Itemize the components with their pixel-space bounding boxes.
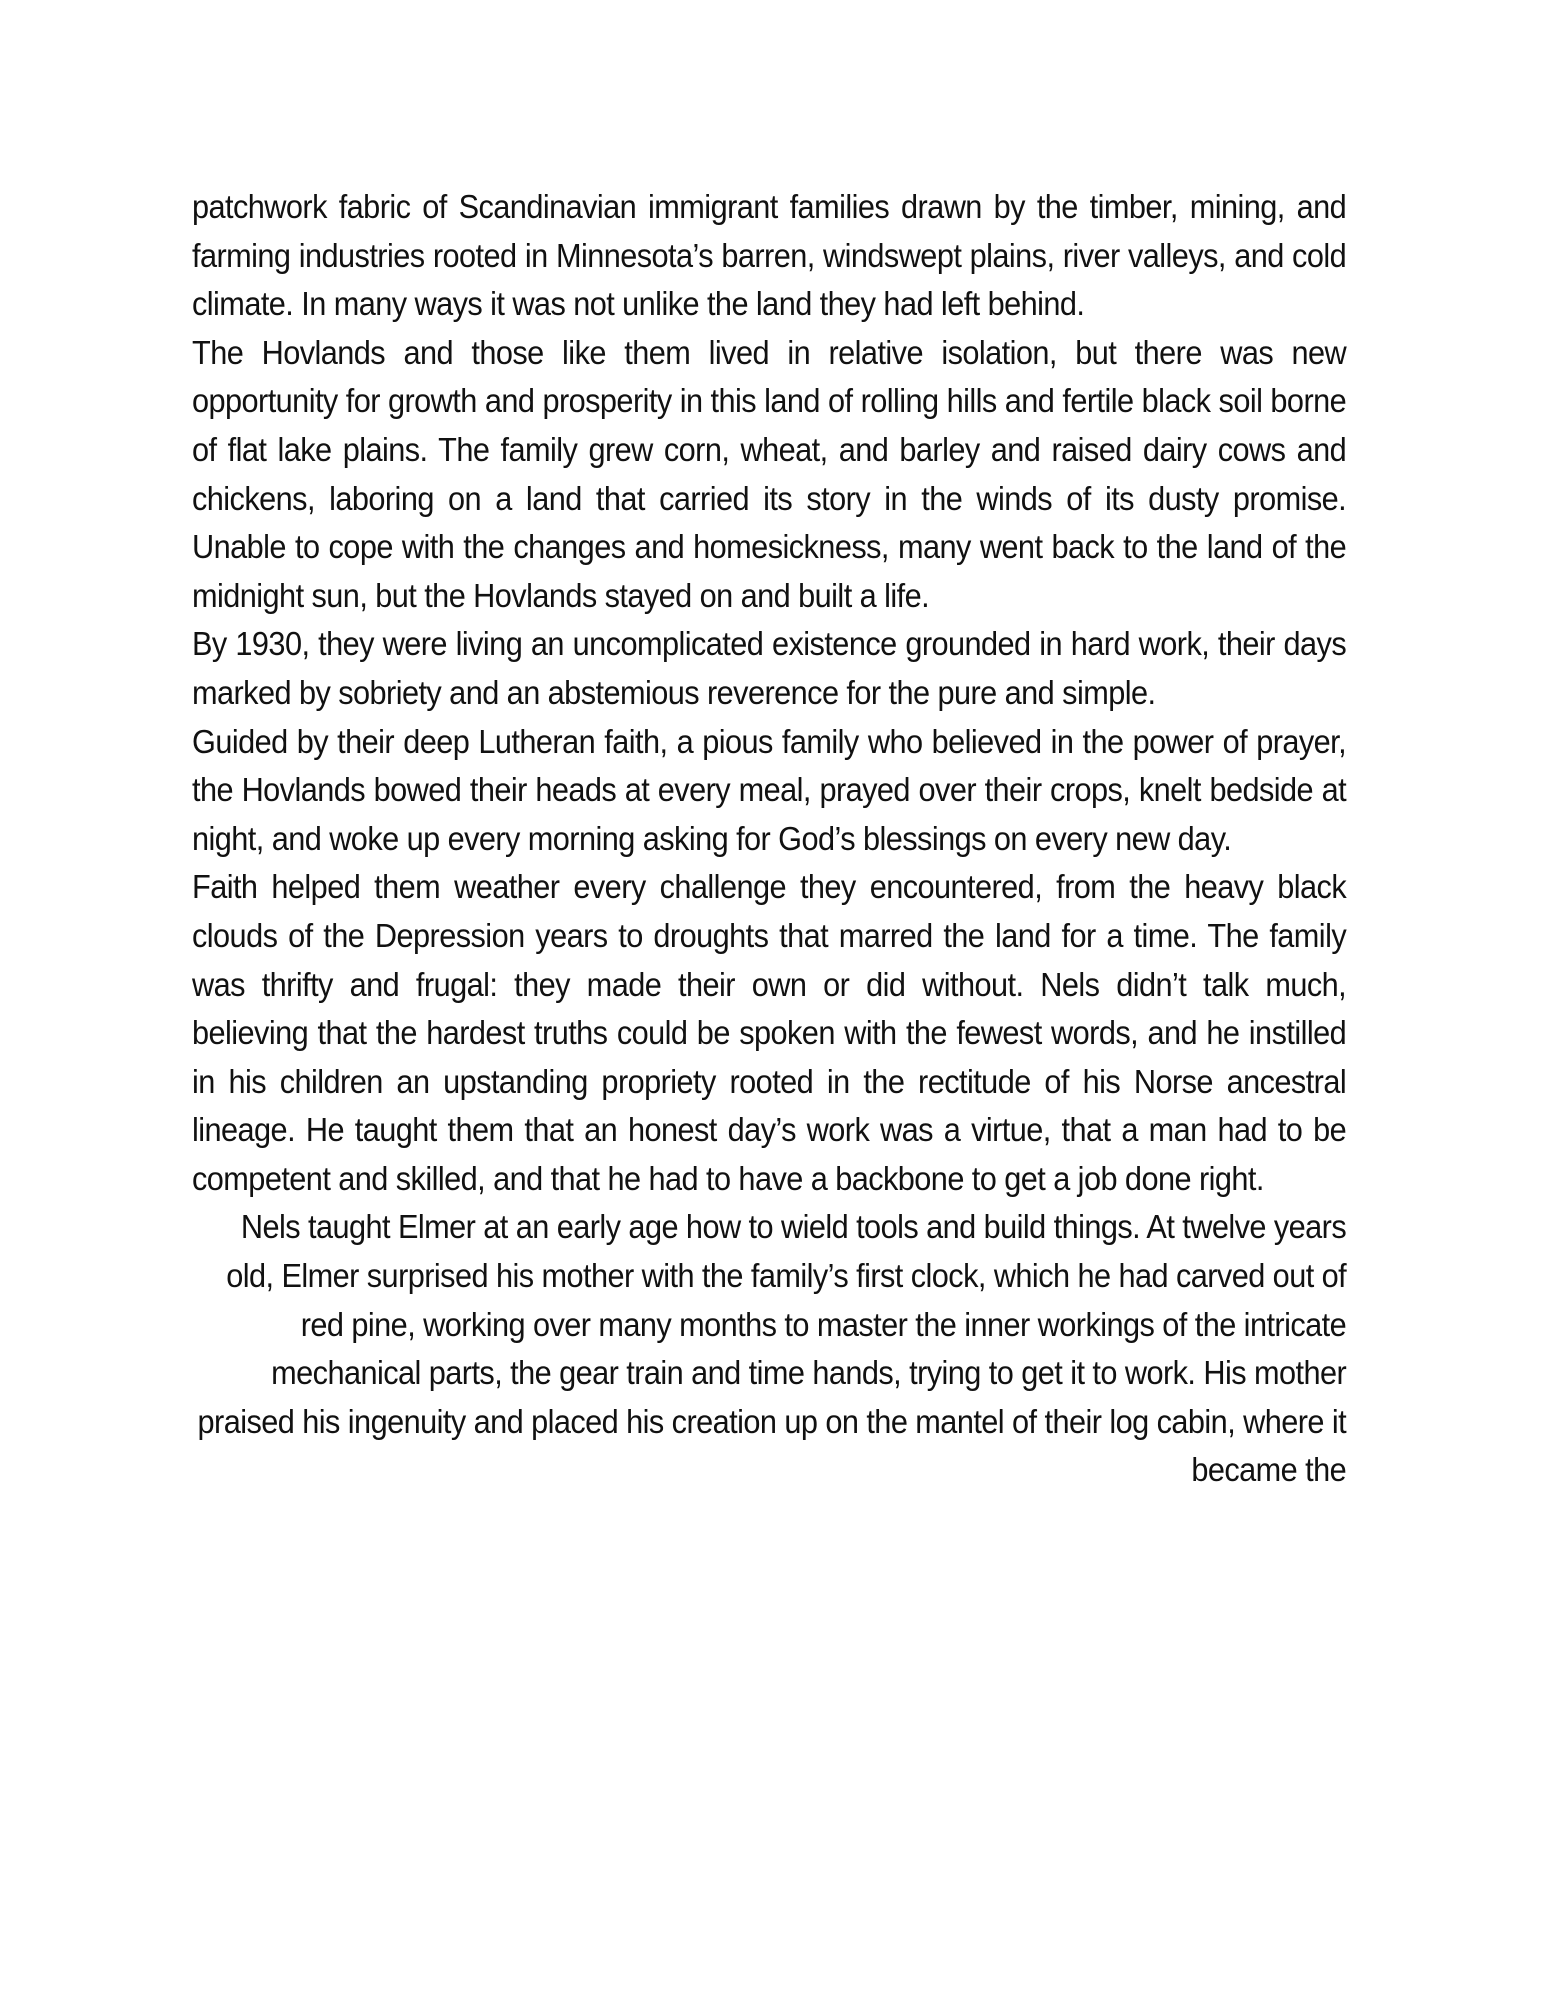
- paragraph-elmer-clock: Nels taught Elmer at an early age how to wield tools and build things. At twelve years old, Elmer surprised his mother with the family’s first clock, which he had carved out of red pine, working over many months to master the inner workings of the intricate mechanical parts, the gear train and time hands, trying to get it to work. His mother praised his ingenuity and placed his creation up on the mantel of their log cabin, where it became the: [197, 1208, 1347, 1489]
- paragraph-lutheran-faith: Guided by their deep Lutheran faith, a pious family who believed in the power of prayer, the Hovlands bowed their heads at every meal, prayed over their crops, knelt bedside at night, and woke up every morning asking for God’s blessings on every new day.: [192, 722, 1347, 857]
- paragraph-immigrant-families: patchwork fabric of Scandinavian immigrant families drawn by the timber, mining, and farming industries rooted in Minnesota’s barren, windswept plains, river valleys, and cold climate. In many ways it was not unlike the land they had left behind.: [192, 188, 1347, 323]
- paragraph-1930-existence: By 1930, they were living an uncomplicated existence grounded in hard work, their days marked by sobriety and an abstemious reverence for the pure and simple.: [192, 625, 1347, 711]
- paragraph-faith-challenges: Faith helped them weather every challenge they encountered, from the heavy black clouds of the Depression years to droughts that marred the land for a time. The family was thrifty and frugal: they made their own or did without. Nels didn’t talk much, believing that the hardest truths could be spoken with the fewest words, and he instilled in his children an upstanding propriety rooted in the rectitude of his Norse ancestral lineage. He taught them that an honest day’s work was a virtue, that a man had to be competent and skilled, and that he had to have a backbone to get a job done right.: [192, 868, 1347, 1197]
- paragraph-hovlands-isolation: The Hovlands and those like them lived in relative isolation, but there was new opportunity for growth and prosperity in this land of rolling hills and fertile black soil borne of flat lake plains. The family grew corn, wheat, and barley and raised dairy cows and chickens, laboring on a land that carried its story in the winds of its dusty promise. Unable to cope with the changes and homesickness, many went back to the land of the midnight sun, but the Hovlands stayed on and built a life.: [192, 333, 1347, 614]
- body-text: [192, 183, 1347, 1495]
